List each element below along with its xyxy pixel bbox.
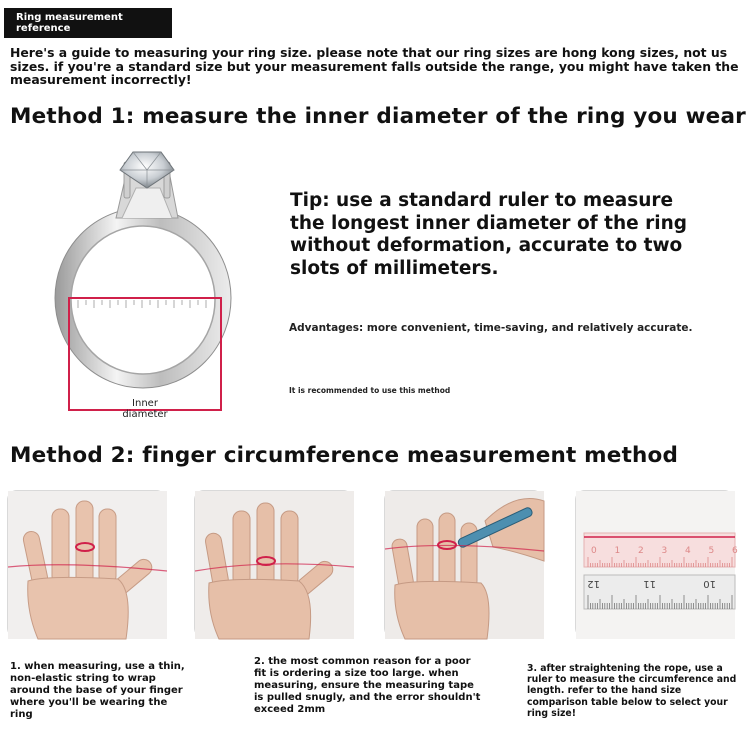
header-tab — [4, 8, 172, 38]
ruler-top-label: 4 — [685, 546, 691, 556]
ring-illustration — [48, 148, 248, 418]
intro-text: Here's a guide to measuring your ring size. please note that our ring sizes are hong kong sizes, not us sizes. if you're a standard size but your measurement falls outside the range, you might have taken the measurement incorrectly! — [10, 45, 739, 87]
ruler-top-label: 6 — [732, 546, 738, 556]
ruler-bottom-label: 10 — [703, 578, 716, 589]
header-title: Ring measurement reference — [16, 12, 123, 34]
hand-string-photo-2 — [194, 490, 353, 638]
ring-image — [48, 148, 248, 418]
advantages-text: Advantages: more convenient, time-saving, and relatively accurate. — [289, 322, 693, 334]
tip-text: Tip: use a standard ruler to measure the longest inner diameter of the ring without deformation, accurate to two slots of millimeters. — [290, 190, 688, 279]
method1-title: Method 1: measure the inner diameter of the ring you wear — [10, 104, 746, 129]
hand-string-photo-1 — [7, 490, 166, 638]
ruler-bottom-label: 12 — [587, 578, 600, 589]
ruler-top-label: 0 — [591, 546, 597, 556]
step-1-text: 1. when measuring, use a thin, non-elastic string to wrap around the base of your finger where you'll be wearing the ring — [10, 661, 185, 720]
ruler-top-label: 2 — [638, 546, 644, 556]
hand-pen-photo — [384, 490, 543, 638]
inner-diameter-label: Inner diameter — [122, 398, 168, 420]
ruler-top-label: 5 — [708, 546, 715, 556]
ruler-top-label: 3 — [661, 546, 668, 556]
ruler-top-label: 1 — [614, 546, 621, 556]
method2-title: Method 2: finger circumference measurement method — [10, 443, 679, 468]
ruler-photo — [575, 490, 738, 638]
recommendation-text: It is recommended to use this method — [289, 386, 451, 395]
ruler-bottom-label: 11 — [643, 578, 656, 589]
step-3-text: 3. after straightening the rope, use a ruler to measure the circumference and length. refer to the hand size comparison table below to select your ring size! — [527, 663, 737, 719]
step-2-text: 2. the most common reason for a poor fit is ordering a size too large. when measuring, ensure the measuring tape is pulled snugly, and the error shouldn't exceed 2mm — [254, 656, 481, 715]
